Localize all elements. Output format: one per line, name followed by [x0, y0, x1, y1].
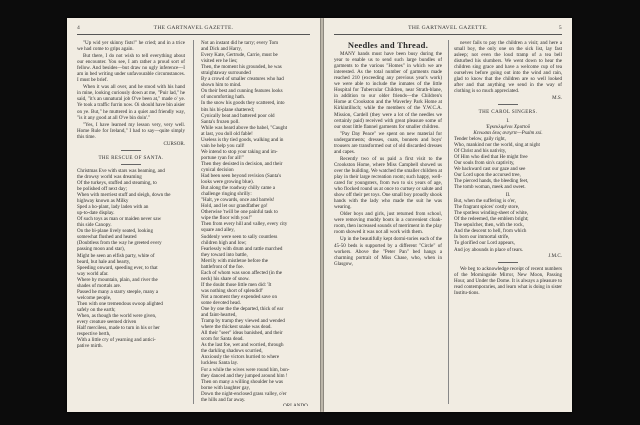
acknowledgement-text: We beg to acknowledge receipt of recent numbers of the Morningside Mirror, New Moon, Passing Hour, and Under the Dome. It is always a pleasure to read contemporaries, and learn what is doing in sister Institu-tions.	[454, 265, 562, 296]
poem-line: Of the redeemed, the emblem bright;	[454, 216, 529, 223]
poem-line: Not an instant did he tarry; every Tom	[201, 40, 279, 46]
poem-line: Had been seen beyond revision (Santa's	[201, 173, 282, 180]
poem-line: While was heard above the babel, "Caught	[201, 124, 288, 131]
poem-line: Cynically beat and battered poor old	[201, 112, 275, 119]
poem-line: pative mirth.	[77, 343, 103, 350]
paragraph: MANY hands must have been busy during the year to enable us to send such large bundles of garments to the various "Homes" in which we are interested. As the total number of garments made reached 210 (exceeding any previous year's work) we were able to include the inmates of the little Hospital for Tubercular Children, near Strath-blane, in addition to our older friends—the Children's Home at Crookston and the Waverley Park Home at Kirkintilloch; while the members of the Y.W.C.A. Mission, Cardell (they were a lot of the needles we certainly paid) received with great pleasure some of our stout little flannel garments for smaller children.	[334, 51, 442, 130]
poem-title: THE RESCUE OF SANTA.	[98, 154, 164, 161]
paragraph: never fails to pay the children a visit; and here a small boy, the only one on the sick list, lay fast asleep; not even the loud tramp of a tea bell disturbed his slumbers. We went down to hear the children sing grace and have a welcome cup of tea ourselves before going out into the wind and rain, glad to know that the children are so well looked after and that anything we send in the way of clothing is so much appreciated.	[454, 40, 562, 95]
section-divider	[121, 150, 141, 151]
paragraph: Up in the beautifully kept dormi-tories each of the 45-50 beds is supported by a different "Circle" of workers. Above the "Peter Pan" bed hangs a charming portrait of Miss Chase, who, when in Glasgow,	[334, 236, 442, 267]
poem-line: the darkling shadows scurried,	[201, 348, 263, 355]
poem-line: the hills and far away.	[201, 396, 246, 403]
poem-line: was nothing short of splendid!'	[201, 287, 264, 294]
poem-line: highway known as Milky	[77, 198, 129, 205]
paragraph: Older boys and girls, just returned from school, were removing muddy boots in a convenient cloak-room, then increased sounds of merriment in the play room showed it was not all work with them.	[334, 211, 442, 236]
poem-line: square and alley,	[201, 227, 235, 234]
poem-line: Hold, and let our grandfather go!	[201, 203, 268, 210]
right-column-2	[454, 40, 562, 406]
right-running-head	[334, 25, 562, 34]
poem-line: scorn for Santa dead.	[201, 336, 244, 343]
author-signature: ORLANDO.	[283, 402, 309, 406]
running-title: THE GARTNAVEL GAZETTE.	[153, 25, 234, 31]
poem-line: every creature seemed driven	[77, 319, 137, 326]
poem-line: Who, mankind nor the world, sing at night	[454, 141, 540, 148]
poem-line: somewhat flushed and heated	[77, 234, 137, 241]
poem-line: of uncomforting hath.	[201, 94, 246, 101]
poem-line: If the doubt those little men did: 'It	[201, 281, 272, 288]
poem-line: beard, but hale and hearty,	[77, 258, 131, 265]
poem-line: (Doubtless from the way he greeted every	[77, 240, 162, 247]
left-page	[67, 18, 320, 412]
header-rule	[77, 34, 310, 35]
paragraph: Recently two of us paid a first visit to the Crookston Home, where Miss Campbell showed us over the building. We watched the smaller children at play in their large recreation room; such happy, well-cared for youngsters, from two to six years of age, who flocked round us at once to curtsey or salute and show off their pet toys. One small boy proudly shook hands with the lady who made the suit he was wearing.	[334, 155, 442, 211]
poem-line: Then, the moment his grounded, he was	[201, 64, 282, 71]
page-number: 4	[77, 25, 81, 31]
poem-line: Tender below, gaily right,	[454, 135, 506, 142]
column-rule	[193, 40, 194, 404]
poem-line: To glorified our Lord appears,	[454, 240, 515, 247]
poem-line: Each of whom was soon affected (in the	[201, 269, 283, 276]
paragraph: When it was all over, and he stood with his hand in mine, looking curiously down at me, "Puir lad," he said, "it's an unnatural job O've been at," made o' ye. Ye took a traffic furrin now. Oi should have bin aisier on ye. But," he muttered in a quiet and friendly way, "is it any good at all O've bin doin'."	[77, 84, 185, 121]
poem-line: vain he help you call!	[201, 142, 245, 149]
stanza-numeral: II.	[505, 192, 511, 199]
paragraph: "Up wid yer skinny fists!" he cried; and in a trice we had come to grips again.	[77, 40, 185, 53]
poem-line: shades of mortals are.	[77, 282, 122, 289]
poem-line: Christmas Eve with stars was beaming, and	[77, 167, 165, 174]
poem-line: be polished off next day;	[77, 185, 128, 192]
epigraph: Κενωσαι δεος ανεγετε—Psalm xxi.	[473, 129, 543, 136]
poem-line: Suddenly were seen to sally countless	[201, 233, 278, 240]
poem-line: Santa's frozen poll.	[201, 118, 240, 125]
left-running-head	[77, 25, 310, 34]
poem-line: straightaway surrounded	[201, 70, 251, 77]
poem-line: Our Lord upon the accursed tree,	[454, 171, 521, 178]
poem-line: Of the turkeys, stuffed and steaming, to	[77, 179, 157, 186]
poem-line: respective berth,	[77, 331, 111, 338]
poem-text	[454, 198, 562, 252]
left-column-2	[201, 40, 309, 406]
poem-line: Tramp by tramp they viewed and wended	[201, 318, 285, 325]
story-text	[77, 40, 185, 140]
article-title: Needles and Thread.	[347, 40, 429, 50]
stanza-numeral: I.	[506, 117, 510, 124]
poem-line: Then from every hill and valley, every city	[201, 221, 288, 228]
poem-line: shown him to mind.	[201, 82, 242, 89]
poem-line: On their best and cunning features looks	[201, 88, 283, 95]
poem-text	[454, 136, 562, 190]
poem-line: where the thickest snake was dead.	[201, 324, 272, 331]
poem-line: The sepulcher, then, with the rock,	[454, 222, 524, 229]
paragraph: "Pay Day Peace" we spent on new material for undergarments; dresses, coats, bonnets and boys' trousers are transformed out of old discarded dresses and capes.	[334, 130, 442, 155]
poem-line: Where by mountain, plain, and river the	[77, 276, 158, 283]
poem-line: and Dick and Harry,	[201, 46, 242, 53]
poem-line: In the snow his goods they scattered, into	[201, 100, 285, 107]
poem-line: One by one the the departed, thick of ear	[201, 306, 284, 313]
poem-line: Might be seen an elfish party, white of	[77, 252, 155, 259]
poem-line: We backward cast our gaze and see	[454, 165, 526, 172]
poem-line: Anxiously the victors hurried to where	[201, 354, 280, 361]
poem-line: Down the night-enclosed grass valley, o'er	[201, 390, 287, 397]
poem-line: And joy abounds in place of tears.	[454, 246, 524, 253]
poem-line: luckless Santa lay.	[201, 360, 239, 367]
poem-line: borne with laughter gay,	[201, 384, 251, 391]
poem-line: "Halt, ye cowards, once and barrels!	[201, 197, 275, 204]
poem-line: the drowsy world was dreaming	[77, 173, 142, 180]
poem-line: On the bi-plane lively seated, looking	[77, 228, 153, 235]
poem-text	[77, 168, 185, 349]
poem-line: wipe the floor with you!"	[201, 215, 253, 222]
poem-line: children high and low;	[201, 239, 247, 246]
poem-line: they danced and they jumped around him !	[201, 372, 288, 379]
left-column-1	[77, 40, 185, 406]
poem-line: Useless is thy tied goods, walking and in	[201, 136, 284, 143]
poem-line: passing moon and star),	[77, 246, 125, 253]
poem-line: Merrily with mistletoe before the	[201, 257, 268, 264]
poem-line: But, when the suffering is o'er,	[454, 198, 516, 205]
poem-line: visited ere he lies;	[201, 58, 238, 65]
article-text	[454, 40, 562, 94]
section-divider	[498, 104, 518, 105]
poem-line: Half merciless, made to turn in his or her	[77, 325, 160, 332]
poem-line: With a little cry of yearning and antici-	[77, 337, 156, 344]
poem-line: challenge ringing shrilly:	[201, 191, 252, 198]
paragraph: "Yes, I have learned my lesson very, very well. Home Rule for Ireland," I had to say—quite simply this time.	[77, 121, 185, 140]
poem-line: Otherwise 'twill be one painful task to	[201, 209, 278, 216]
poem-line: Of Christ and his nativity,	[454, 147, 507, 154]
poem-line: Then on many a willing shoulder he was	[201, 378, 283, 385]
poem-line: looks were growing blue).	[201, 179, 254, 186]
poem-line: But along the roadway chilly came a	[201, 185, 275, 192]
section-divider	[121, 164, 141, 165]
paragraph: But there, I do not wish to tell everything about our encounter. You see, I am rather a proud sort of fellow. And besides—but draw no ugly inference—I am in bed writing under unfavourable circumstances. I must be brief.	[77, 53, 185, 84]
right-column-1	[334, 40, 442, 406]
poem-line: Fearlessly with drum and rattle marched	[201, 245, 283, 252]
column-rule	[448, 40, 449, 404]
article-text	[334, 51, 442, 267]
poem-line: By a crowd of smaller creatures who had	[201, 76, 284, 83]
poem-line: Not a moment they expended save on	[201, 293, 277, 300]
poem-line: at last, you doll old fable!	[201, 130, 253, 137]
poem-line: Then they desisted in decision, and their	[201, 160, 283, 167]
section-divider	[498, 262, 518, 263]
poem-line: The spotless winding-sheet of white,	[454, 210, 529, 217]
poem-line: Speeding onward, speeding ever, to that	[77, 264, 158, 271]
poem-line: The tomb woman, meek and sweet.	[454, 184, 526, 191]
poem-line: Then with one tremendous swoop alighted	[77, 300, 163, 307]
poem-line: As the last foe, wet and worried, through	[201, 342, 284, 349]
poem-line: they toward into battle,	[201, 251, 248, 258]
poem-text	[201, 40, 309, 403]
poem-line: way world afar.	[77, 270, 109, 277]
poem-line: Of Him who died that He might free	[454, 153, 528, 160]
poem-line: For a while the wives were round him, bon-	[201, 366, 290, 373]
epigraph: Ἐγκεκλιμένοι Χριστοῦ	[486, 123, 530, 130]
poem-line: and faint-hearted,	[201, 312, 237, 319]
poem-line: When, as though the world were given,	[77, 312, 157, 319]
poem-line: And the descent to hell, from which	[454, 228, 527, 235]
poem-line: Passed he many a starry steeple, many a	[77, 288, 159, 295]
author-signature: M.S.	[552, 95, 562, 102]
poem-line: We intend to stop your taking and im-	[201, 148, 278, 155]
poem-line: welcome people,	[77, 294, 112, 301]
poem-line: bits his bi-plane shattered;	[201, 106, 255, 113]
poem-line: Every Kate, Gertrude, Carrie, must be	[201, 52, 278, 59]
header-rule	[334, 34, 562, 35]
running-title: THE GARTNAVEL GAZETTE.	[408, 25, 488, 31]
poem-line: some devoted head.	[201, 300, 241, 307]
poem-line: The pierced hands, the bleeding feet,	[454, 177, 529, 184]
poem-line: All their "seer" ideas banished, and their	[201, 330, 283, 337]
poem-line: neck) his share of snow.	[201, 275, 250, 282]
poem-title: THE CAROL SINGERS.	[478, 109, 538, 116]
page-number: 5	[558, 25, 562, 31]
poem-line: Sped a ho-plant, lady laden with an	[77, 204, 149, 211]
poem-line: battlefront of the foe.	[201, 263, 244, 270]
poem-line: When with merriest stuff and sleigh, down the	[77, 192, 171, 199]
poem-line: The fragrant spices' costly store,	[454, 204, 520, 211]
poem-line: Of such toys as man or maiden never saw	[77, 216, 162, 223]
right-page	[324, 18, 572, 412]
poem-line: portune ryan for all!"	[201, 154, 244, 161]
poem-line: In born our immortal strife,	[454, 234, 510, 241]
poem-line: Our souls from sin's captivity,	[454, 159, 515, 166]
poem-line: up-to-date display.	[77, 210, 115, 217]
author-signature: CURSOR.	[163, 140, 185, 147]
poem-line: cynical decision	[201, 166, 234, 173]
poem-line: safely on the earth;	[77, 306, 116, 313]
author-signature: J.M.C.	[548, 252, 562, 259]
poem-line: this side Canopy.	[77, 222, 112, 229]
